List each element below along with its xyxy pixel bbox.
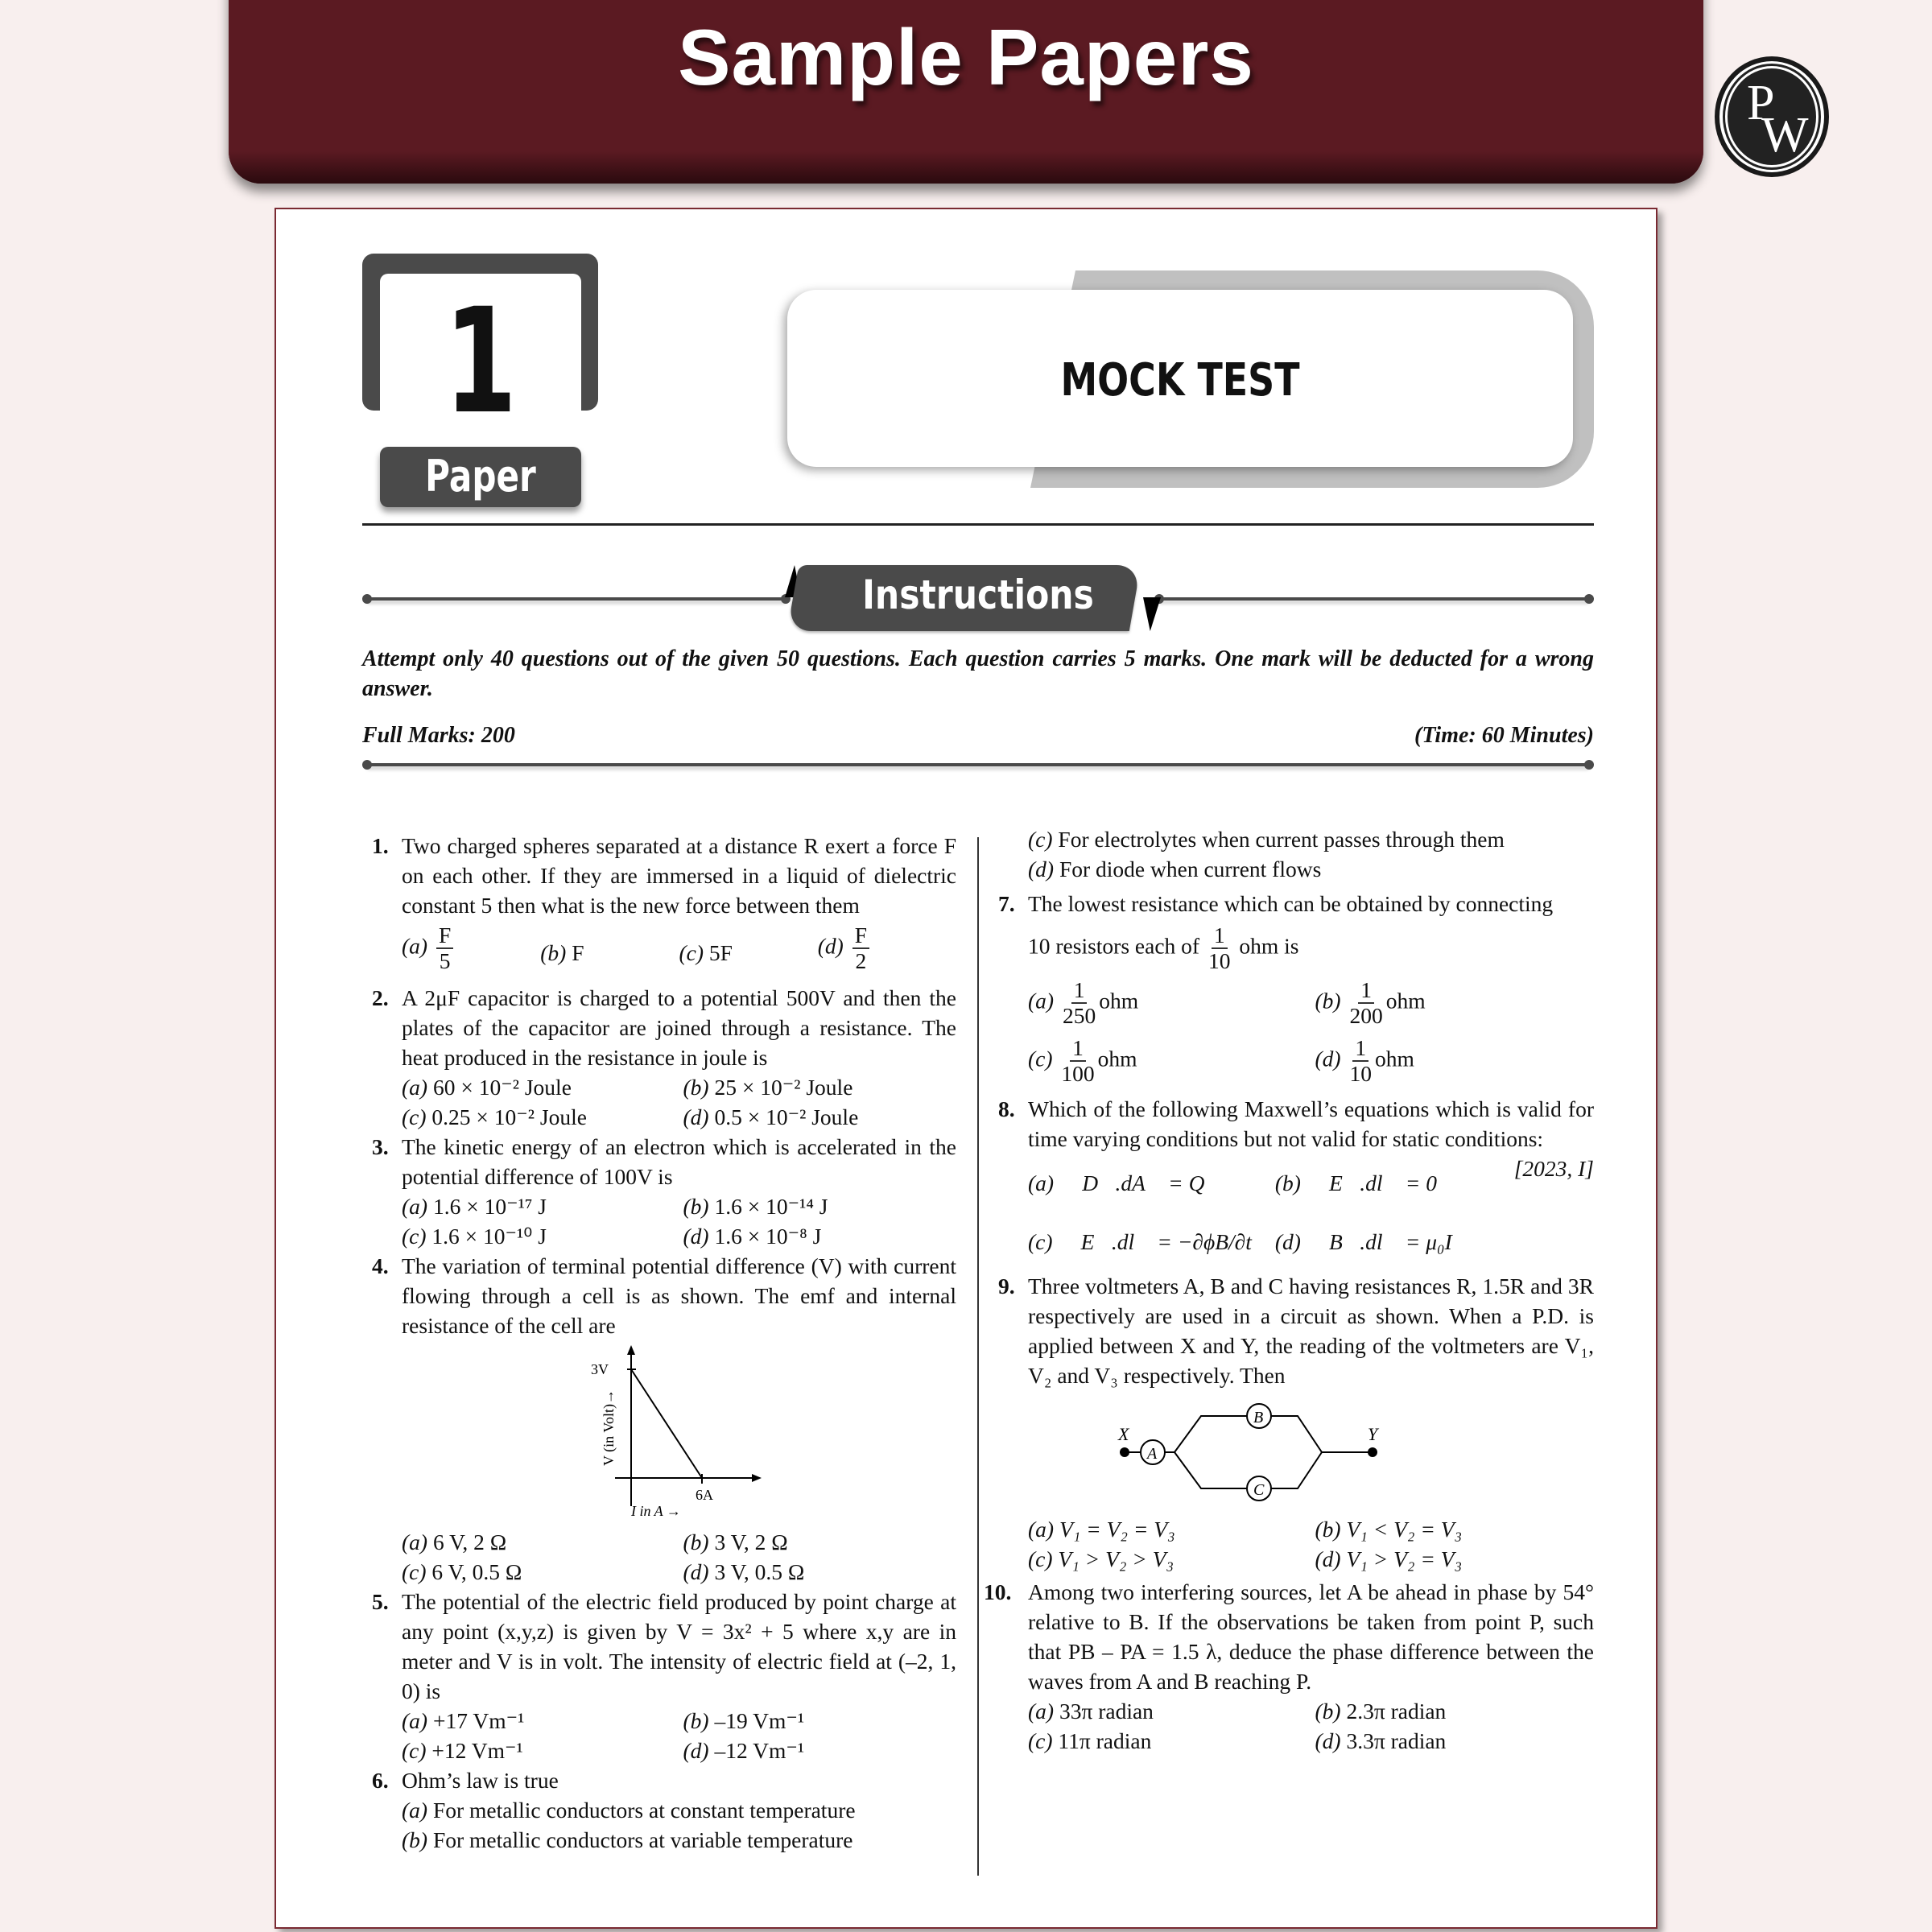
option-value: 5F — [708, 940, 733, 965]
option-key: (c) — [1028, 1546, 1053, 1571]
fraction: $\frac{1}{10}$ — [1208, 923, 1231, 973]
svg-text:C: C — [1253, 1481, 1265, 1499]
svg-text:3V: 3V — [590, 1361, 609, 1377]
question-6 — [372, 1765, 956, 1855]
option-c[interactable] — [402, 1736, 675, 1765]
option-a[interactable] — [402, 1795, 956, 1825]
option-d[interactable] — [1315, 1726, 1595, 1756]
option-a[interactable] — [402, 1072, 675, 1102]
option-b[interactable] — [683, 1072, 957, 1102]
option-key: (b) — [683, 1075, 709, 1100]
option-key: (d) — [683, 1104, 709, 1129]
question-number: 10. — [984, 1579, 1012, 1604]
option-value: ∮ E⃗.dl⃗ = 0 — [1306, 1170, 1437, 1195]
question-text: The potential of the electric field produced by point charge at any point (x,y,z) is given by V = 3x² + 5 where x,y are in meter and V is in volt. The intensity of electric field at (–2, 1, 0) is — [402, 1589, 956, 1703]
question-1 — [372, 831, 956, 973]
option-b[interactable] — [683, 1706, 957, 1736]
voltmeter-circuit-figure — [1117, 1400, 1390, 1505]
fraction: $\frac{F}{5}$ — [436, 923, 453, 973]
option-value: 3 V, 2 Ω — [714, 1530, 788, 1554]
option-c[interactable] — [402, 1557, 675, 1587]
option-value: 3.3π radian — [1346, 1728, 1447, 1753]
option-value: F — [572, 940, 584, 965]
question-number: 5. — [372, 1589, 389, 1614]
option-key: (d) — [683, 1559, 709, 1584]
instructions-bottom-line — [367, 763, 1589, 766]
option-value: +12 Vm⁻¹ — [431, 1738, 523, 1763]
svg-text:Y: Y — [1368, 1424, 1378, 1444]
svg-text:X: X — [1118, 1424, 1129, 1444]
question-9 — [998, 1271, 1594, 1574]
left-column — [372, 831, 956, 1855]
option-value: For metallic conductors at constant temperature — [432, 1798, 856, 1823]
question-text: The kinetic energy of an electron which is accelerated in the potential difference of 100V is — [402, 1134, 956, 1189]
option-key: (b) — [1274, 1170, 1301, 1195]
option-a[interactable] — [402, 1527, 675, 1557]
option-value: ∮ E⃗.dl⃗ = −∂ϕB/∂t — [1058, 1229, 1252, 1254]
option-value: 1.6 × 10⁻⁸ J — [714, 1224, 822, 1249]
option-key: (c) — [1028, 1229, 1053, 1254]
option-key: (c) — [679, 940, 704, 965]
right-column — [984, 824, 1594, 1756]
option-c[interactable] — [402, 1221, 675, 1251]
question-4 — [372, 1251, 956, 1587]
vi-graph-figure — [583, 1345, 776, 1522]
header-banner — [229, 0, 1703, 184]
option-d[interactable] — [683, 1736, 957, 1765]
banner-title: Sample Papers — [678, 13, 1254, 101]
option-key: (d) — [683, 1224, 709, 1249]
logo-letter-p: P — [1747, 76, 1775, 130]
svg-text:I in A →: I in A → — [630, 1503, 681, 1519]
option-value: V₁ > V₂ > V₃ — [1058, 1546, 1174, 1571]
question-text-cont: ohm is — [1239, 933, 1299, 959]
option-value: –12 Vm⁻¹ — [714, 1738, 805, 1763]
option-key: (b) — [540, 940, 567, 965]
option-key: (d) — [1274, 1229, 1301, 1254]
option-c[interactable] — [1028, 1726, 1307, 1756]
paper-label: Paper — [425, 451, 536, 502]
option-value: V₁ = V₂ = V₃ — [1059, 1517, 1175, 1542]
question-number: 2. — [372, 985, 389, 1010]
column-divider — [977, 837, 979, 1876]
question-text: The variation of terminal potential difference (V) with current flowing through a cell is as shown. The emf and internal resistance of the cell are — [402, 1253, 956, 1338]
option-value: 33π radian — [1059, 1699, 1154, 1724]
instructions-line-right — [1159, 597, 1589, 601]
option-value: 0.25 × 10⁻² Joule — [431, 1104, 587, 1129]
question-text: Among two interfering sources, let A be ahead in phase by 54° relative to B. If the observations be taken from point P, such that PB – PA = 1.5 λ, deduce the phase difference between the waves from A and B reaching P. — [1028, 1579, 1594, 1694]
option-value: 1.6 × 10⁻¹⁷ J — [432, 1194, 547, 1219]
option-key: (c) — [1028, 827, 1053, 852]
option-d[interactable] — [683, 1557, 957, 1587]
option-key: (c) — [402, 1104, 427, 1129]
option-value: ∮ B⃗.dl⃗ = μ₀I — [1306, 1229, 1452, 1254]
option-d[interactable]: (d) $\frac{1}{10}$ ohm — [1315, 1035, 1414, 1086]
option-key: (c) — [402, 1559, 427, 1584]
option-value: For diode when current flows — [1059, 857, 1322, 881]
option-c[interactable] — [679, 923, 818, 973]
question-10 — [984, 1577, 1594, 1756]
option-a[interactable] — [1028, 1168, 1267, 1198]
option-b[interactable] — [1315, 1696, 1595, 1726]
option-value: 11π radian — [1058, 1728, 1152, 1753]
option-key: (b) — [1315, 1699, 1341, 1724]
option-c[interactable] — [1028, 824, 1594, 854]
question-8 — [998, 1094, 1594, 1257]
option-key: (b) — [1315, 988, 1341, 1013]
option-b[interactable] — [683, 1191, 957, 1221]
option-d[interactable] — [1315, 1544, 1595, 1574]
question-number: 6. — [372, 1768, 389, 1793]
exam-citation: [2023, I] — [1513, 1156, 1594, 1181]
option-key: (c) — [1028, 1046, 1053, 1071]
option-a[interactable] — [402, 1706, 675, 1736]
option-d[interactable] — [1275, 1227, 1514, 1257]
full-marks: Full Marks: 200 — [362, 723, 515, 748]
question-text: Which of the following Maxwell’s equations which is valid for time varying conditions but not valid for static conditions: — [1028, 1096, 1594, 1151]
option-key: (d) — [817, 933, 844, 959]
question-text: Three voltmeters A, B and C having resistances R, 1.5R and 3R respectively are used in a circuit as shown. When a P.D. is applied between X and Y, the reading of the voltmeters are V₁, V₂ and V₃ respectively. Then — [1028, 1274, 1594, 1388]
option-value: –19 Vm⁻¹ — [714, 1708, 805, 1733]
question-text: A 2μF capacitor is charged to a potential 500V and then the plates of the capacitor are joined through a resistance. The heat produced in the resistance in joule is — [402, 985, 956, 1070]
option-d[interactable] — [1028, 854, 1594, 884]
question-5 — [372, 1587, 956, 1765]
option-value: ∮ D⃗.dA⃗ = Q — [1059, 1170, 1205, 1195]
option-value: 3 V, 0.5 Ω — [714, 1559, 805, 1584]
option-key: (b) — [1315, 1517, 1341, 1542]
option-key: (b) — [683, 1708, 709, 1733]
option-c[interactable] — [1028, 1227, 1267, 1257]
option-c[interactable] — [402, 1102, 675, 1132]
option-value: 60 × 10⁻² Joule — [432, 1075, 572, 1100]
option-value: 6 V, 2 Ω — [432, 1530, 507, 1554]
option-key: (a) — [1028, 1699, 1055, 1724]
question-7 — [998, 889, 1594, 1086]
option-key: (b) — [402, 1827, 428, 1852]
svg-text:A: A — [1147, 1445, 1158, 1463]
option-b[interactable] — [1275, 1168, 1514, 1198]
option-b[interactable] — [1315, 1514, 1595, 1544]
option-key: (c) — [1028, 1728, 1053, 1753]
option-key: (a) — [1028, 1517, 1055, 1542]
question-number: 9. — [998, 1274, 1015, 1298]
instructions-line-left — [367, 597, 786, 601]
option-c[interactable] — [1028, 1544, 1307, 1574]
option-value: 0.5 × 10⁻² Joule — [714, 1104, 859, 1129]
question-number: 8. — [998, 1096, 1015, 1121]
option-d[interactable] — [683, 1221, 957, 1251]
option-value: 1.6 × 10⁻¹⁴ J — [714, 1194, 828, 1219]
option-d[interactable] — [683, 1102, 957, 1132]
option-key: (a) — [402, 933, 428, 959]
option-b[interactable] — [683, 1527, 957, 1557]
option-key: (c) — [402, 1224, 427, 1249]
option-a[interactable] — [1028, 1696, 1307, 1726]
paper-number: 1 — [444, 278, 518, 446]
option-key: (a) — [402, 1194, 428, 1219]
option-b[interactable] — [540, 923, 679, 973]
option-a[interactable] — [402, 1191, 675, 1221]
pw-logo-icon — [1715, 56, 1829, 177]
option-b[interactable]: (b) $\frac{1}{200}$ ohm — [1315, 977, 1426, 1028]
option-a[interactable]: (a) $\frac{1}{250}$ ohm — [1028, 977, 1139, 1028]
question-number: 4. — [372, 1253, 389, 1278]
option-key: (a) — [402, 1075, 428, 1100]
question-6-continued — [998, 824, 1594, 884]
fraction: $\frac{F}{2}$ — [852, 923, 869, 973]
option-key: (d) — [683, 1738, 709, 1763]
question-text-cont: 10 resistors each of — [1028, 933, 1200, 959]
option-value: 25 × 10⁻² Joule — [714, 1075, 853, 1100]
option-key: (c) — [402, 1738, 427, 1763]
option-key: (a) — [402, 1798, 428, 1823]
option-key: (b) — [683, 1530, 709, 1554]
question-number: 3. — [372, 1134, 389, 1159]
option-key: (b) — [683, 1194, 709, 1219]
question-text: Ohm’s law is true — [402, 1768, 559, 1793]
option-key: (d) — [1028, 857, 1055, 881]
option-a[interactable] — [402, 923, 540, 973]
option-key: (a) — [402, 1708, 428, 1733]
option-b[interactable] — [402, 1825, 956, 1855]
mock-test-title: MOCK TEST — [1060, 354, 1300, 407]
question-number: 7. — [998, 891, 1015, 916]
time-limit: (Time: 60 Minutes) — [1414, 723, 1594, 748]
svg-text:V (in Volt)→: V (in Volt)→ — [600, 1389, 617, 1466]
instructions-text: Attempt only 40 questions out of the given 50 questions. Each question carries 5 marks. One mark will be deducted for a wrong answer. — [362, 646, 1594, 701]
question-2 — [372, 983, 956, 1132]
option-value: V₁ > V₂ = V₃ — [1346, 1546, 1463, 1571]
question-text: The lowest resistance which can be obtained by connecting — [1028, 891, 1554, 916]
logo-letter-w: W — [1761, 108, 1809, 163]
svg-text:B: B — [1253, 1409, 1264, 1426]
question-3 — [372, 1132, 956, 1251]
option-d[interactable] — [818, 923, 956, 973]
option-key: (d) — [1315, 1046, 1341, 1071]
option-key: (a) — [1028, 1170, 1055, 1195]
svg-text:6A: 6A — [695, 1487, 713, 1503]
option-value: For electrolytes when current passes through them — [1058, 827, 1505, 852]
question-number: 1. — [372, 833, 389, 858]
question-text: Two charged spheres separated at a distance R exert a force F on each other. If they are immersed in a liquid of dielectric constant 5 then what is the new force between them — [402, 833, 956, 918]
option-value: 2.3π radian — [1346, 1699, 1447, 1724]
instructions-title: Instructions — [862, 572, 1094, 618]
option-key: (a) — [402, 1530, 428, 1554]
option-key: (a) — [1028, 988, 1055, 1013]
option-c[interactable]: (c) $\frac{1}{100}$ ohm — [1028, 1035, 1137, 1086]
option-key: (d) — [1315, 1546, 1341, 1571]
option-a[interactable] — [1028, 1514, 1307, 1544]
header-divider — [362, 523, 1594, 526]
option-value: 1.6 × 10⁻¹⁰ J — [431, 1224, 547, 1249]
option-value: V₁ < V₂ = V₃ — [1346, 1517, 1463, 1542]
option-key: (d) — [1315, 1728, 1341, 1753]
option-value: 6 V, 0.5 Ω — [431, 1559, 522, 1584]
option-value: +17 Vm⁻¹ — [432, 1708, 525, 1733]
option-value: For metallic conductors at variable temperature — [432, 1827, 853, 1852]
